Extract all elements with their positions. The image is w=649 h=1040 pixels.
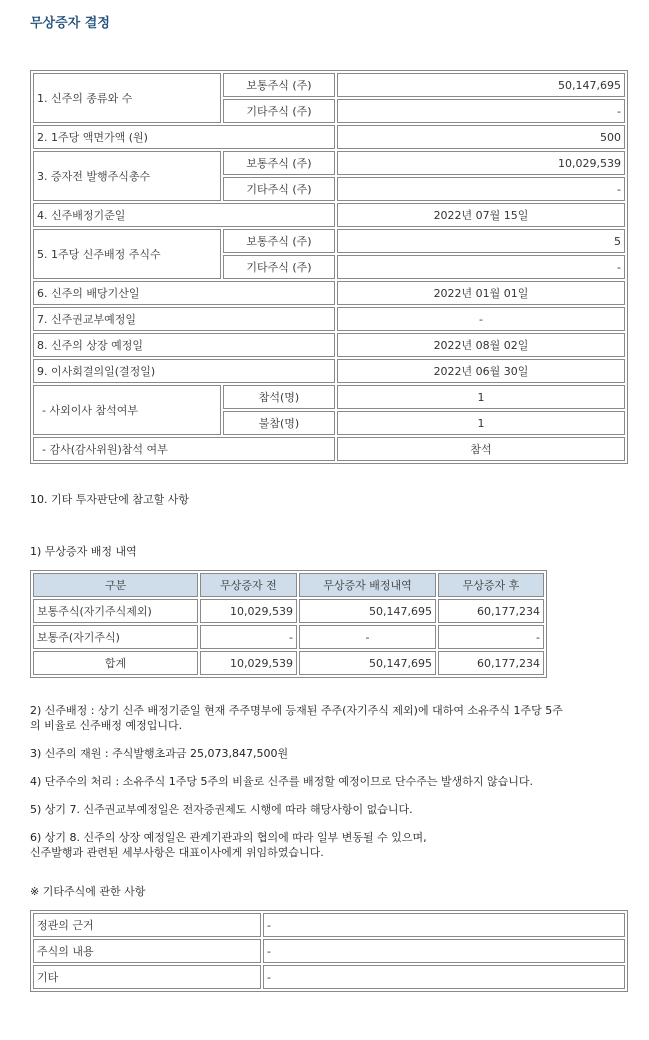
- row-label: 3. 증자전 발행주식총수: [33, 151, 221, 201]
- note-allocation-line1: 2) 신주배정 : 상기 신주 배정기준일 현재 주주명부에 등재된 주주(자기주식 제외)에 대하여 소유주식 1주당 5주: [30, 704, 563, 717]
- value-cell: 2022년 06월 30일: [337, 359, 625, 383]
- column-header: 무상증자 전: [200, 573, 297, 597]
- allocation-table: [30, 570, 547, 678]
- value-cell: 2022년 07월 15일: [337, 203, 625, 227]
- row-label: 합계: [33, 651, 198, 675]
- value-cell: 10,029,539: [200, 599, 297, 623]
- note-allocation-line2: 의 비율로 신주배정 예정입니다.: [30, 719, 183, 732]
- value-cell: 50,147,695: [337, 73, 625, 97]
- value-cell: -: [299, 625, 436, 649]
- value-cell: 참석: [337, 437, 625, 461]
- value-cell: 60,177,234: [438, 651, 544, 675]
- value-cell: 1: [337, 411, 625, 435]
- row-label: 보통주식(자기주식제외): [33, 599, 198, 623]
- row-label: 4. 신주배정기준일: [33, 203, 335, 227]
- row-label: 2. 1주당 액면가액 (원): [33, 125, 335, 149]
- value-cell: -: [337, 177, 625, 201]
- row-label: 1. 신주의 종류와 수: [33, 73, 221, 123]
- value-cell: 5: [337, 229, 625, 253]
- table-row: [33, 651, 544, 675]
- row-label: 주식의 내용: [33, 939, 261, 963]
- column-header: 구분: [33, 573, 198, 597]
- table-row: [33, 939, 625, 963]
- row-label: 7. 신주권교부예정일: [33, 307, 335, 331]
- value-cell: -: [337, 307, 625, 331]
- value-cell: -: [438, 625, 544, 649]
- table-row: [33, 913, 625, 937]
- etc-title: ※ 기타주식에 관한 사항: [30, 885, 146, 898]
- value-cell: -: [337, 99, 625, 123]
- row-label: 8. 신주의 상장 예정일: [33, 333, 335, 357]
- row-label: 기타: [33, 965, 261, 989]
- value-cell: 500: [337, 125, 625, 149]
- decision-table: [30, 70, 628, 464]
- value-cell: -: [337, 255, 625, 279]
- value-cell: 50,147,695: [299, 599, 436, 623]
- row-label: 정관의 근거: [33, 913, 261, 937]
- note-fractional-shares: 4) 단주수의 처리 : 소유주식 1주당 5주의 비율로 신주를 배정할 예정이므로 단수주는 발생하지 않습니다.: [30, 775, 533, 788]
- sub-label: 기타주식 (주): [223, 99, 335, 123]
- value-cell: -: [200, 625, 297, 649]
- note-listing-line1: 6) 상기 8. 신주의 상장 예정일은 관계기관과의 협의에 따라 일부 변동될 수 있으며,: [30, 831, 427, 844]
- row-label: 9. 이사회결의일(결정일): [33, 359, 335, 383]
- row-label: 보통주(자기주식): [33, 625, 198, 649]
- sub-label: 기타주식 (주): [223, 177, 335, 201]
- value-cell: 60,177,234: [438, 599, 544, 623]
- row-label: - 사외이사 참석여부: [33, 385, 221, 435]
- value-cell: 2022년 08월 02일: [337, 333, 625, 357]
- sub-label: 보통주식 (주): [223, 229, 335, 253]
- row-label: 6. 신주의 배당기산일: [33, 281, 335, 305]
- note-funding-source: 3) 신주의 재원 : 주식발행초과금 25,073,847,500원: [30, 747, 289, 760]
- value-cell: -: [263, 965, 625, 989]
- row-label: - 감사(감사위원)참석 여부: [33, 437, 335, 461]
- table-row: [33, 965, 625, 989]
- table-header-row: [33, 573, 544, 597]
- other-shares-table: [30, 910, 628, 992]
- sub-label: 보통주식 (주): [223, 151, 335, 175]
- sub-label: 참석(명): [223, 385, 335, 409]
- note-listing-line2: 신주발행과 관련된 세부사항은 대표이사에게 위임하였습니다.: [30, 846, 324, 859]
- sub-label: 보통주식 (주): [223, 73, 335, 97]
- sub-label: 기타주식 (주): [223, 255, 335, 279]
- table-row: [33, 625, 544, 649]
- page-title: 무상증자 결정: [30, 16, 110, 31]
- row-label: 5. 1주당 신주배정 주식수: [33, 229, 221, 279]
- table-row: [33, 599, 544, 623]
- value-cell: 10,029,539: [200, 651, 297, 675]
- value-cell: -: [263, 939, 625, 963]
- sub-label: 불참(명): [223, 411, 335, 435]
- value-cell: 50,147,695: [299, 651, 436, 675]
- column-header: 무상증자 후: [438, 573, 544, 597]
- section-heading: 10. 기타 투자판단에 참고할 사항: [30, 493, 189, 506]
- value-cell: 10,029,539: [337, 151, 625, 175]
- alloc-title: 1) 무상증자 배정 내역: [30, 545, 137, 558]
- value-cell: -: [263, 913, 625, 937]
- note-certificate: 5) 상기 7. 신주권교부예정일은 전자증권제도 시행에 따라 해당사항이 없습니다.: [30, 803, 413, 816]
- column-header: 무상증자 배정내역: [299, 573, 436, 597]
- value-cell: 1: [337, 385, 625, 409]
- value-cell: 2022년 01월 01일: [337, 281, 625, 305]
